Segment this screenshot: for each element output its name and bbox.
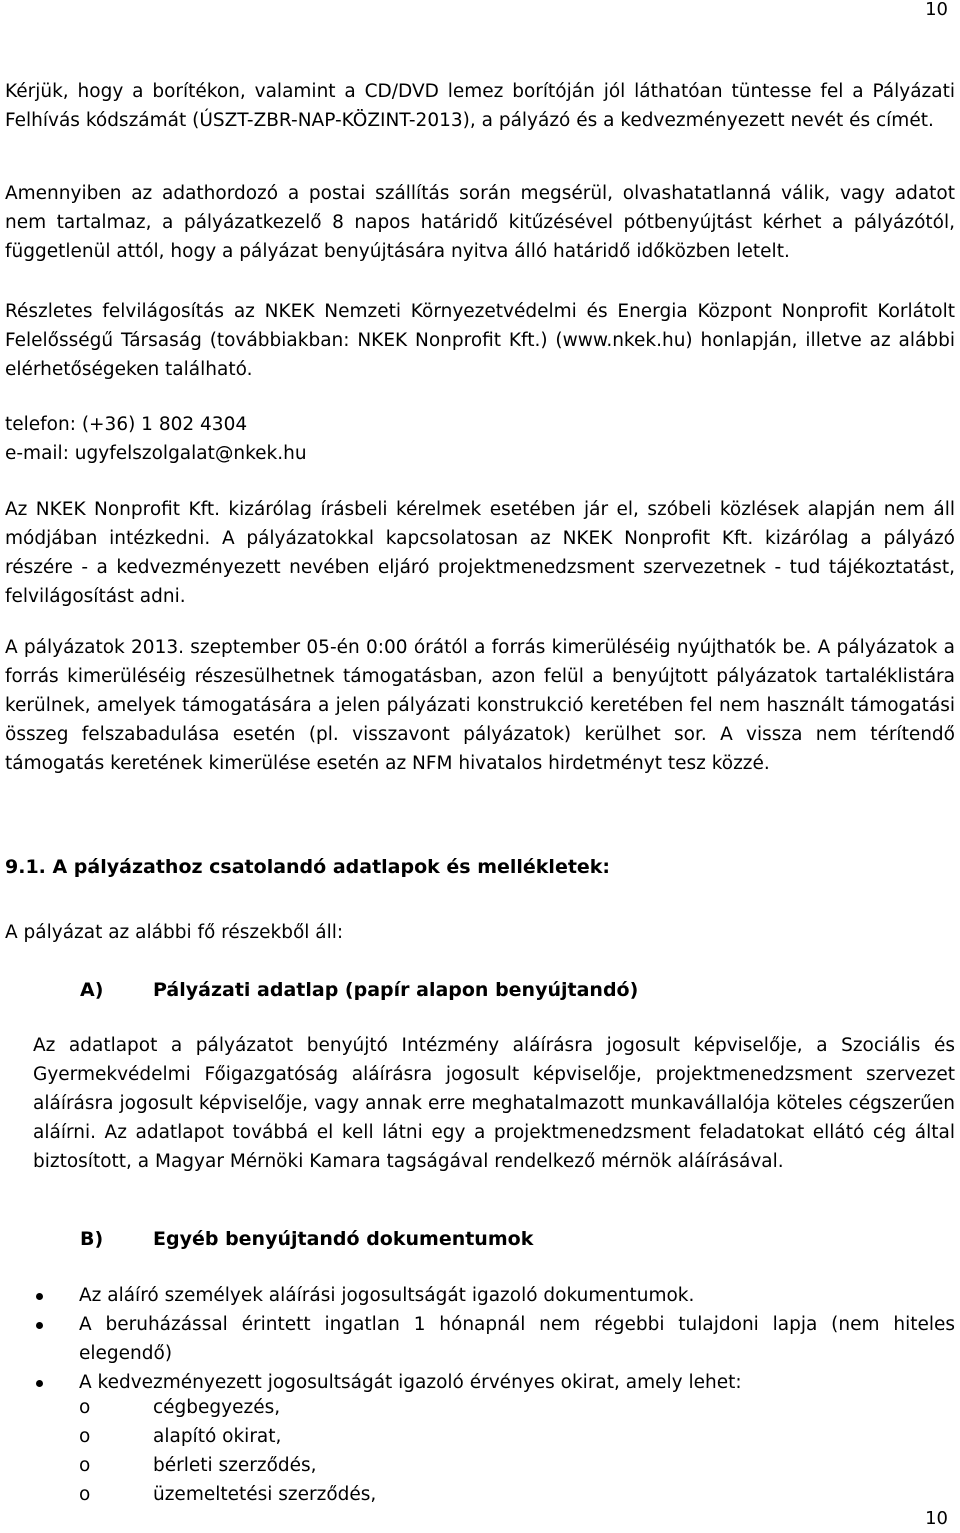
circle-bullet-icon: o [79, 1484, 91, 1505]
document-bullet-list [0, 1281, 955, 1397]
section-b-letter: B) [80, 1228, 104, 1250]
intro-paragraph-damaged-media: Amennyiben az adathordozó a postai szállítás során megsérül, olvashatatlanná válik, vagy adatot nem tartalmaz, a pályázatkezelő 8 napos határidő kitűzésével pótbenyújtást kérhet a pályázótól, függetlenül attól, hogy a pályázat benyújtására nyitva álló határidő időközben letelt. [5, 183, 955, 262]
paragraph-written-requests: Az NKEK Nonprofit Kft. kizárólag írásbeli kérelmek esetében jár el, szóbeli közlések alapján nem áll módjában intézkedni. A pályázatokkal kapcsolatosan az NKEK Nonprofit Kft. kizárólag a pályázó részére - a kedvezményezett nevében eljáró projektmenedzsment szervezetnek - tud tájékoztatást, felvilágosítást adni. [5, 499, 955, 607]
section-a-letter: A) [80, 979, 104, 1001]
bullet-icon [36, 1380, 43, 1387]
document-sub-list [0, 1393, 376, 1509]
intro-paragraph-information: Részletes felvilágosítás az NKEK Nemzeti Környezetvédelmi és Energia Központ Nonprofit Korlátolt Felelősségű Társaság (továbbiakban: NKEK Nonprofit Kft.) (www.nkek.hu) honlapján, illetve az alábbi elérhetőségeken található. [5, 301, 955, 380]
bullet-icon [36, 1293, 43, 1300]
section-b-title: Egyéb benyújtandó dokumentumok [153, 1228, 534, 1250]
sub-list-item: o üzemeltetési szerződés, [0, 1480, 376, 1509]
circle-bullet-icon: o [79, 1397, 91, 1418]
bullet-icon [36, 1322, 43, 1329]
list-item: A kedvezményezett jogosultságát igazoló érvényes okirat, amely lehet: [0, 1368, 955, 1397]
list-item: A beruházással érintett ingatlan 1 hónapnál nem régebbi tulajdoni lapja (nem hiteles elegendő) [0, 1310, 955, 1368]
section-a-text: Az adatlapot a pályázatot benyújtó Intézmény aláírásra jogosult képviselője, a Szociális és Gyermekvédelmi Főigazgatóság aláírásra jogosult képviselője, projektmenedzsment szervezet aláírásra jogosult képviselője, vagy annak erre meghatalmazott munkavállalója köteles cégszerűen aláírni. Az adatlapot továbbá el kell látni egy a projektmenedzsment feladatokat ellátó cég által biztosított, a Magyar Mérnöki Kamara tagságával rendelkező mérnök aláírásával. [33, 1035, 955, 1172]
circle-bullet-icon: o [79, 1455, 91, 1476]
contact-phone: telefon: (+36) 1 802 4304 [5, 414, 248, 435]
circle-bullet-icon: o [79, 1426, 91, 1447]
sub-list-item: o cégbegyezés, [0, 1393, 376, 1422]
section-lead: A pályázat az alábbi fő részekből áll: [5, 922, 344, 943]
page-number-top: 10 [925, 0, 948, 20]
section-heading-9-1: 9.1. A pályázathoz csatolandó adatlapok és mellékletek: [5, 856, 611, 878]
sub-list-item: o bérleti szerződés, [0, 1451, 376, 1480]
page-number-bottom: 10 [925, 1508, 948, 1529]
intro-paragraph-envelope: Kérjük, hogy a borítékon, valamint a CD/DVD lemez borítóján jól láthatóan tüntesse fel a Pályázati Felhívás kódszámát (ÚSZT-ZBR-NAP-KÖZINT-2013), a pályázó és a kedvezményezett nevét és címét. [5, 81, 955, 131]
sub-list-item: o alapító okirat, [0, 1422, 376, 1451]
paragraph-submission-period: A pályázatok 2013. szeptember 05-én 0:00 órától a forrás kimerüléséig nyújthatók be. A pályázatok a forrás kimerüléséig részesülhetnek támogatásban, azon felül a benyújtott pályázatok tartaléklistára kerülnek, amelyek támogatására a jelen pályázati konstrukció keretében fel nem használt támogatási összeg felszabadulása esetén (pl. visszavont pályázatok) kerülhet sor. A vissza nem térítendő támogatás keretének kimerülése esetén az NFM hivatalos hirdetményt tesz közzé. [5, 637, 955, 774]
contact-email: e-mail: ugyfelszolgalat@nkek.hu [5, 443, 307, 464]
section-a-title: Pályázati adatlap (papír alapon benyújtandó) [153, 979, 639, 1001]
list-item: Az aláíró személyek aláírási jogosultságát igazoló dokumentumok. [0, 1281, 955, 1310]
